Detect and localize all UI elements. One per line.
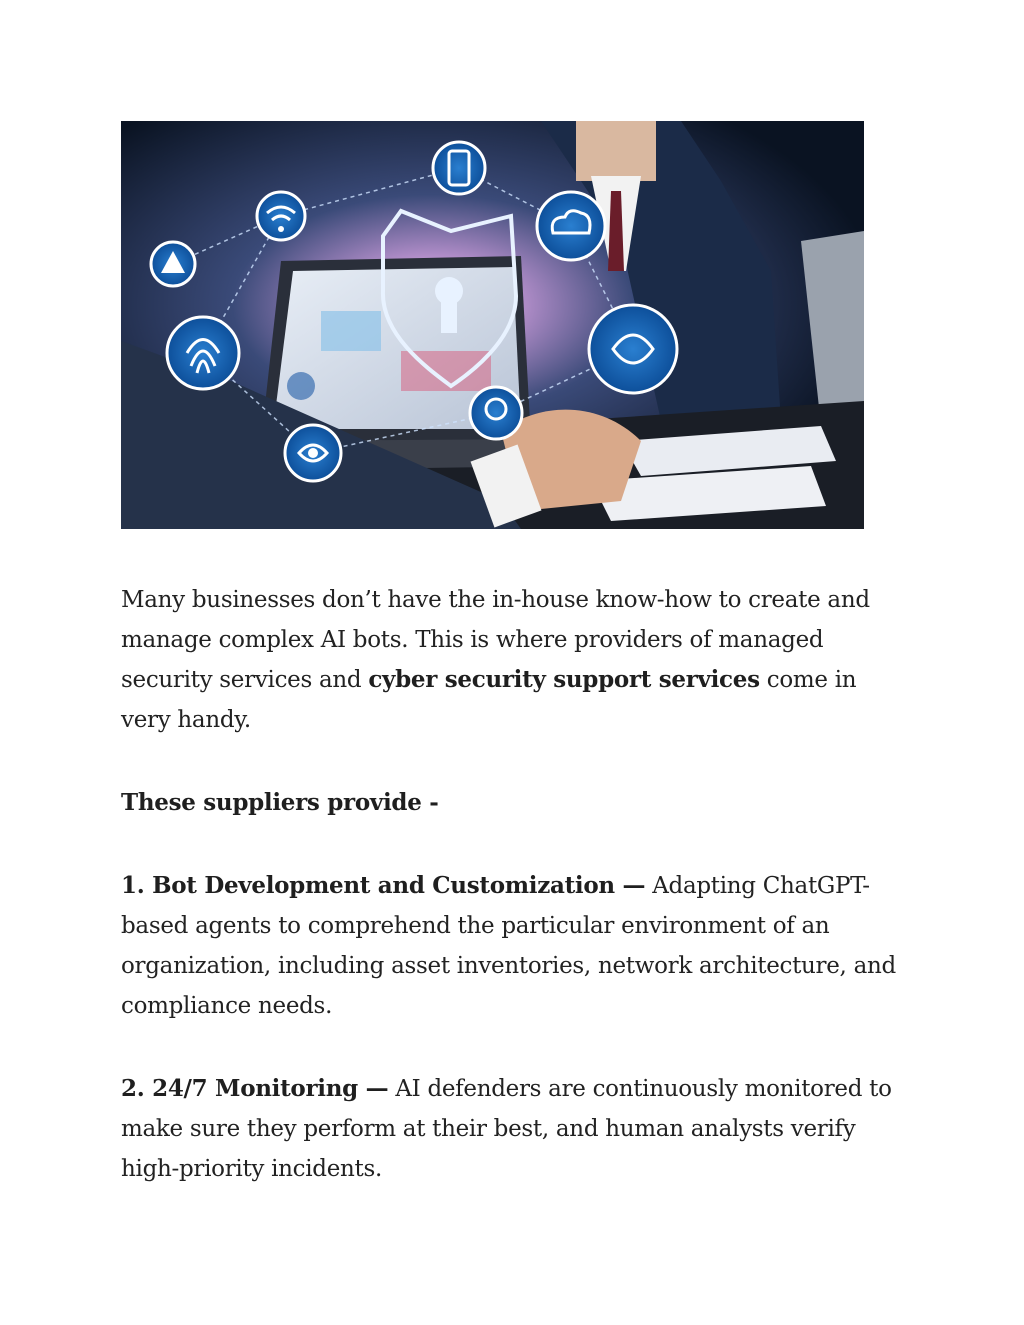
suppliers-heading-text: These suppliers provide - — [121, 789, 439, 816]
list-item-title: 2. 24/7 Monitoring — — [121, 1075, 389, 1102]
list-item — [121, 866, 901, 1026]
intro-text-after: come in very handy. — [121, 667, 857, 733]
list-item-title: 1. Bot Development and Customization — — [121, 872, 646, 899]
intro-paragraph — [121, 580, 901, 740]
list-item — [121, 1069, 901, 1189]
cyber-security-illustration — [121, 121, 864, 529]
article-body — [121, 580, 901, 1232]
intro-bold-phrase: cyber security support services — [368, 666, 760, 693]
list-item-text: Adapting ChatGPT-based agents to comprehend the particular environment of an organization, including asset inventories, network architecture, and compliance needs. — [121, 873, 896, 1019]
intro-text-before: Many businesses don’t have the in-house know-how to create and manage complex AI bots. This is where providers of managed security services and — [121, 587, 870, 693]
list-item-text: AI defenders are continuously monitored to make sure they perform at their best, and human analysts verify high-priority incidents. — [121, 1076, 892, 1182]
hero-image — [121, 121, 864, 529]
suppliers-heading — [121, 783, 901, 823]
